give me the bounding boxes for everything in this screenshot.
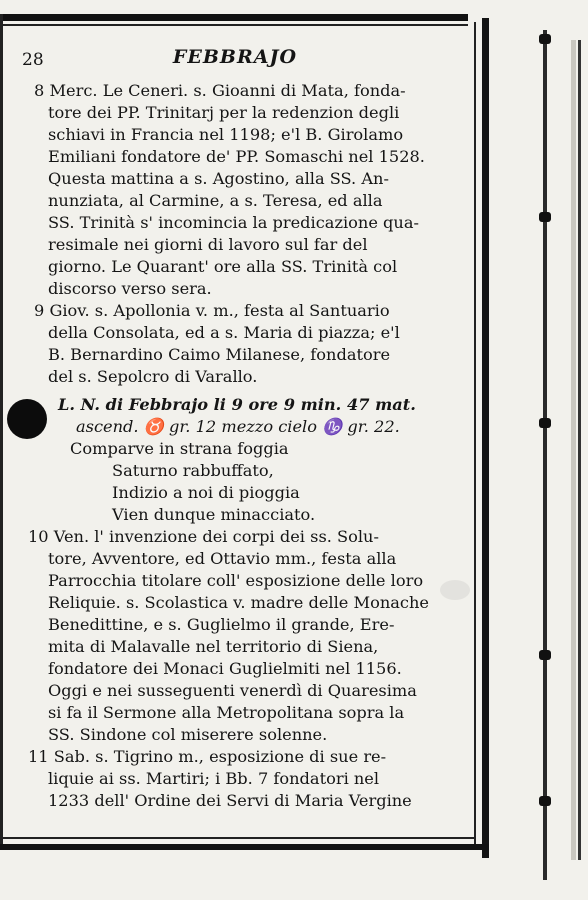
- text-line: discorso verso sera.: [48, 279, 212, 298]
- page-frame-bottom-rule: [0, 844, 489, 850]
- text-line: SS. Sindone col miserere solenne.: [48, 725, 328, 744]
- verse-line: Indizio a noi di pioggia: [112, 483, 300, 502]
- text-line: tore dei PP. Trinitarj per la redenzion degli: [48, 103, 400, 122]
- new-moon-icon: [7, 399, 47, 439]
- text-line: giorno. Le Quarant' ore alla SS. Trinità col: [48, 257, 398, 276]
- page-frame-left-rule: [0, 14, 3, 850]
- spine-knob: [539, 34, 551, 44]
- text-line: si fa il Sermone alla Metropolitana sopra la: [48, 703, 405, 722]
- page-frame-right-rule: [482, 18, 489, 858]
- page-frame-top-rule: [0, 14, 468, 21]
- text-line: Benedittine, e s. Guglielmo il grande, Ere-: [48, 615, 395, 634]
- text-line: tore, Avventore, ed Ottavio mm., festa alla: [48, 549, 397, 568]
- page-number: 28: [22, 50, 44, 70]
- page-frame-right-thin-rule: [474, 22, 476, 850]
- text-line: Parrocchia titolare coll' esposizione delle loro: [48, 571, 424, 590]
- verse-line: Comparve in strana foggia: [70, 439, 289, 458]
- page-frame-bottom-thin-rule: [0, 837, 476, 839]
- page-frame-top-thin-rule: [0, 24, 468, 26]
- text-line: Oggi e nei susseguenti venerdì di Quaresima: [48, 681, 417, 700]
- text-line: SS. Trinità s' incomincia la predicazione qua-: [48, 213, 419, 232]
- text-line: Reliquie. s. Scolastica v. madre delle Monache: [48, 593, 429, 612]
- text-line: 9 Giov. s. Apollonia v. m., festa al Santuario: [34, 301, 390, 320]
- text-line: nunziata, al Carmine, a s. Teresa, ed alla: [48, 191, 383, 210]
- text-line: 11 Sab. s. Tigrino m., esposizione di sue re-: [28, 747, 387, 766]
- book-spine-ornament: [543, 30, 547, 880]
- text-line: della Consolata, ed a s. Maria di piazza; e'l: [48, 323, 400, 342]
- paper-stain: [440, 580, 470, 600]
- text-line: liquie ai ss. Martiri; i Bb. 7 fondatori nel: [48, 769, 380, 788]
- text-line: resimale nei giorni di lavoro sul far del: [48, 235, 368, 254]
- text-line: 8 Merc. Le Ceneri. s. Gioanni di Mata, fonda-: [34, 81, 406, 100]
- text-line: 1233 dell' Ordine dei Servi di Maria Vergine: [48, 791, 412, 810]
- verse-line: Vien dunque minacciato.: [112, 505, 316, 524]
- text-line: Questa mattina a s. Agostino, alla SS. An-: [48, 169, 389, 188]
- verse-line: Saturno rabbuffato,: [112, 461, 274, 480]
- next-page-edge: [571, 40, 576, 860]
- spine-knob: [539, 212, 551, 222]
- moon-phase-line: L. N. di Febbrajo li 9 ore 9 min. 47 mat.: [58, 395, 416, 414]
- text-line: Emiliani fondatore de' PP. Somaschi nel 1528.: [48, 147, 425, 166]
- moon-phase-line: ascend. ♉ gr. 12 mezzo cielo ♑ gr. 22.: [76, 417, 400, 436]
- page-title: FEBBRAJO: [172, 46, 298, 68]
- text-line: 10 Ven. l' invenzione dei corpi dei ss. Solu-: [28, 527, 379, 546]
- next-page-edge-rule: [578, 40, 581, 860]
- text-line: mita di Malavalle nel territorio di Siena,: [48, 637, 379, 656]
- text-line: fondatore dei Monaci Guglielmiti nel 1156.: [48, 659, 402, 678]
- text-line: schiavi in Francia nel 1198; e'l B. Girolamo: [48, 125, 404, 144]
- spine-knob: [539, 650, 551, 660]
- text-line: B. Bernardino Caimo Milanese, fondatore: [48, 345, 391, 364]
- spine-knob: [539, 796, 551, 806]
- spine-knob: [539, 418, 551, 428]
- text-line: del s. Sepolcro di Varallo.: [48, 367, 258, 386]
